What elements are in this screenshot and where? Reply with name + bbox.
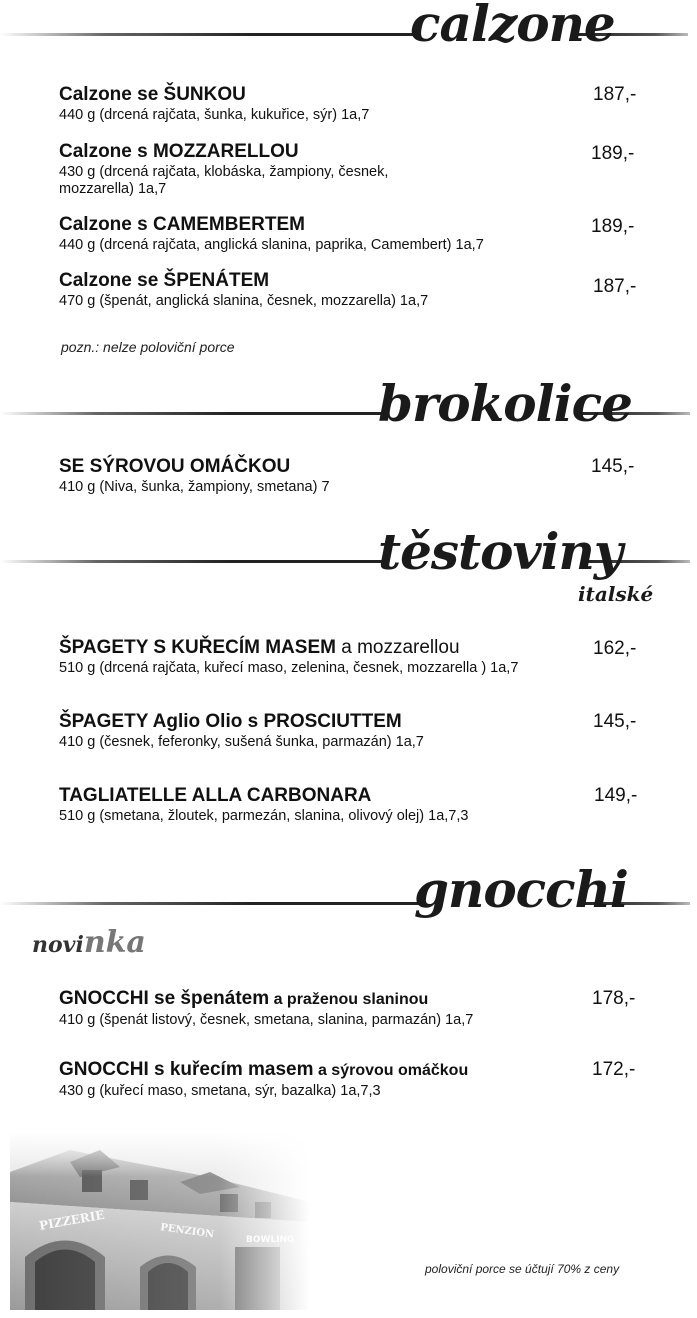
item-desc: 430 g (drcená rajčata, klobáska, žampiony, česnek, — [59, 164, 389, 180]
item-name: GNOCCHI s kuřecím masem — [59, 1059, 314, 1080]
item-price: 149,- — [594, 785, 638, 806]
item-name: Calzone se ŠPENÁTEM — [59, 270, 270, 291]
section-subtitle-italske: italské — [578, 582, 654, 606]
brokolice-header — [0, 374, 697, 438]
section-title-testoviny: těstoviny — [378, 522, 622, 581]
half-portion-note: poloviční porce se účtují 70% z ceny — [425, 1262, 620, 1276]
item-name: Calzone s CAMEMBERTEM — [59, 214, 305, 235]
item-price: 162,- — [593, 638, 637, 659]
item-desc: 440 g (drcená rajčata, šunka, kukuřice, sýr) 1a,7 — [59, 107, 370, 123]
item-name: ŠPAGETY Aglio Olio s PROSCIUTTEM — [59, 711, 402, 732]
header-rule-left — [0, 412, 385, 415]
item-price: 189,- — [591, 143, 635, 164]
item-price: 145,- — [593, 711, 637, 732]
calzone-note: pozn.: nelze poloviční porce — [61, 339, 235, 355]
section-title-gnocchi: gnocchi — [414, 860, 628, 919]
menu-item-calzone-camembert — [59, 214, 659, 254]
menu-item-gnocchi-spenat — [59, 988, 659, 1029]
item-name-suffix: a mozzarellou — [335, 637, 460, 658]
menu-item-calzone-sunka — [59, 84, 659, 124]
item-name-suffix: a praženou slaninou — [269, 991, 429, 1008]
item-name: Calzone s MOZZARELLOU — [59, 141, 299, 162]
item-name: ŠPAGETY S KUŘECÍM MASEM — [59, 637, 336, 658]
menu-item-calzone-mozzarella — [59, 141, 659, 198]
menu-item-brokolice-syrova — [59, 456, 659, 496]
item-name-suffix: a sýrovou omáčkou — [313, 1062, 469, 1079]
header-rule-left — [0, 902, 420, 905]
calzone-header — [0, 0, 697, 60]
gnocchi-header — [0, 860, 697, 928]
item-desc: 440 g (drcená rajčata, anglická slanina, paprika, Camembert) 1a,7 — [59, 237, 484, 253]
building-illustration — [10, 1132, 310, 1310]
item-desc: 410 g (česnek, feferonky, sušená šunka, parmazán) 1a,7 — [59, 734, 424, 750]
header-rule-left — [0, 33, 420, 36]
item-price: 187,- — [593, 276, 637, 297]
menu-item-gnocchi-kureci — [59, 1059, 659, 1100]
badge-nka: nka — [83, 925, 146, 960]
testoviny-header — [0, 522, 697, 588]
item-price: 189,- — [591, 216, 635, 237]
item-price: 187,- — [593, 84, 637, 105]
menu-item-spagety-aglio — [59, 711, 659, 751]
item-desc: 510 g (drcená rajčata, kuřecí maso, zelenina, česnek, mozzarella ) 1a,7 — [59, 660, 519, 676]
item-desc: 410 g (špenát listový, česnek, smetana, slanina, parmazán) 1a,7 — [59, 1012, 474, 1028]
item-desc: 470 g (špenát, anglická slanina, česnek, mozzarella) 1a,7 — [59, 293, 429, 309]
menu-item-calzone-spenat — [59, 270, 659, 310]
section-title-brokolice: brokolice — [378, 374, 632, 433]
item-desc: 410 g (Niva, šunka, žampiony, smetana) 7 — [59, 479, 330, 495]
new-item-badge — [32, 925, 146, 960]
header-rule-left — [0, 560, 385, 563]
item-desc: 510 g (smetana, žloutek, parmezán, slanina, olivový olej) 1a,7,3 — [59, 808, 469, 824]
item-desc: 430 g (kuřecí maso, smetana, sýr, bazalka) 1a,7,3 — [59, 1083, 381, 1099]
item-desc-cont: mozzarella) 1a,7 — [59, 181, 167, 197]
item-price: 145,- — [591, 456, 635, 477]
item-name: SE SÝROVOU OMÁČKOU — [59, 456, 291, 477]
item-name: GNOCCHI se špenátem — [59, 988, 270, 1009]
badge-novi: novi — [32, 932, 84, 958]
menu-item-spagety-kureci — [59, 637, 659, 677]
item-name: TAGLIATELLE ALLA CARBONARA — [59, 785, 372, 806]
item-price: 178,- — [592, 988, 636, 1009]
item-price: 172,- — [592, 1059, 636, 1080]
section-title-calzone: calzone — [410, 0, 615, 53]
menu-item-tagliatelle-carbonara — [59, 785, 659, 825]
item-name: Calzone se ŠUNKOU — [59, 84, 246, 105]
building-photo — [10, 1132, 310, 1310]
